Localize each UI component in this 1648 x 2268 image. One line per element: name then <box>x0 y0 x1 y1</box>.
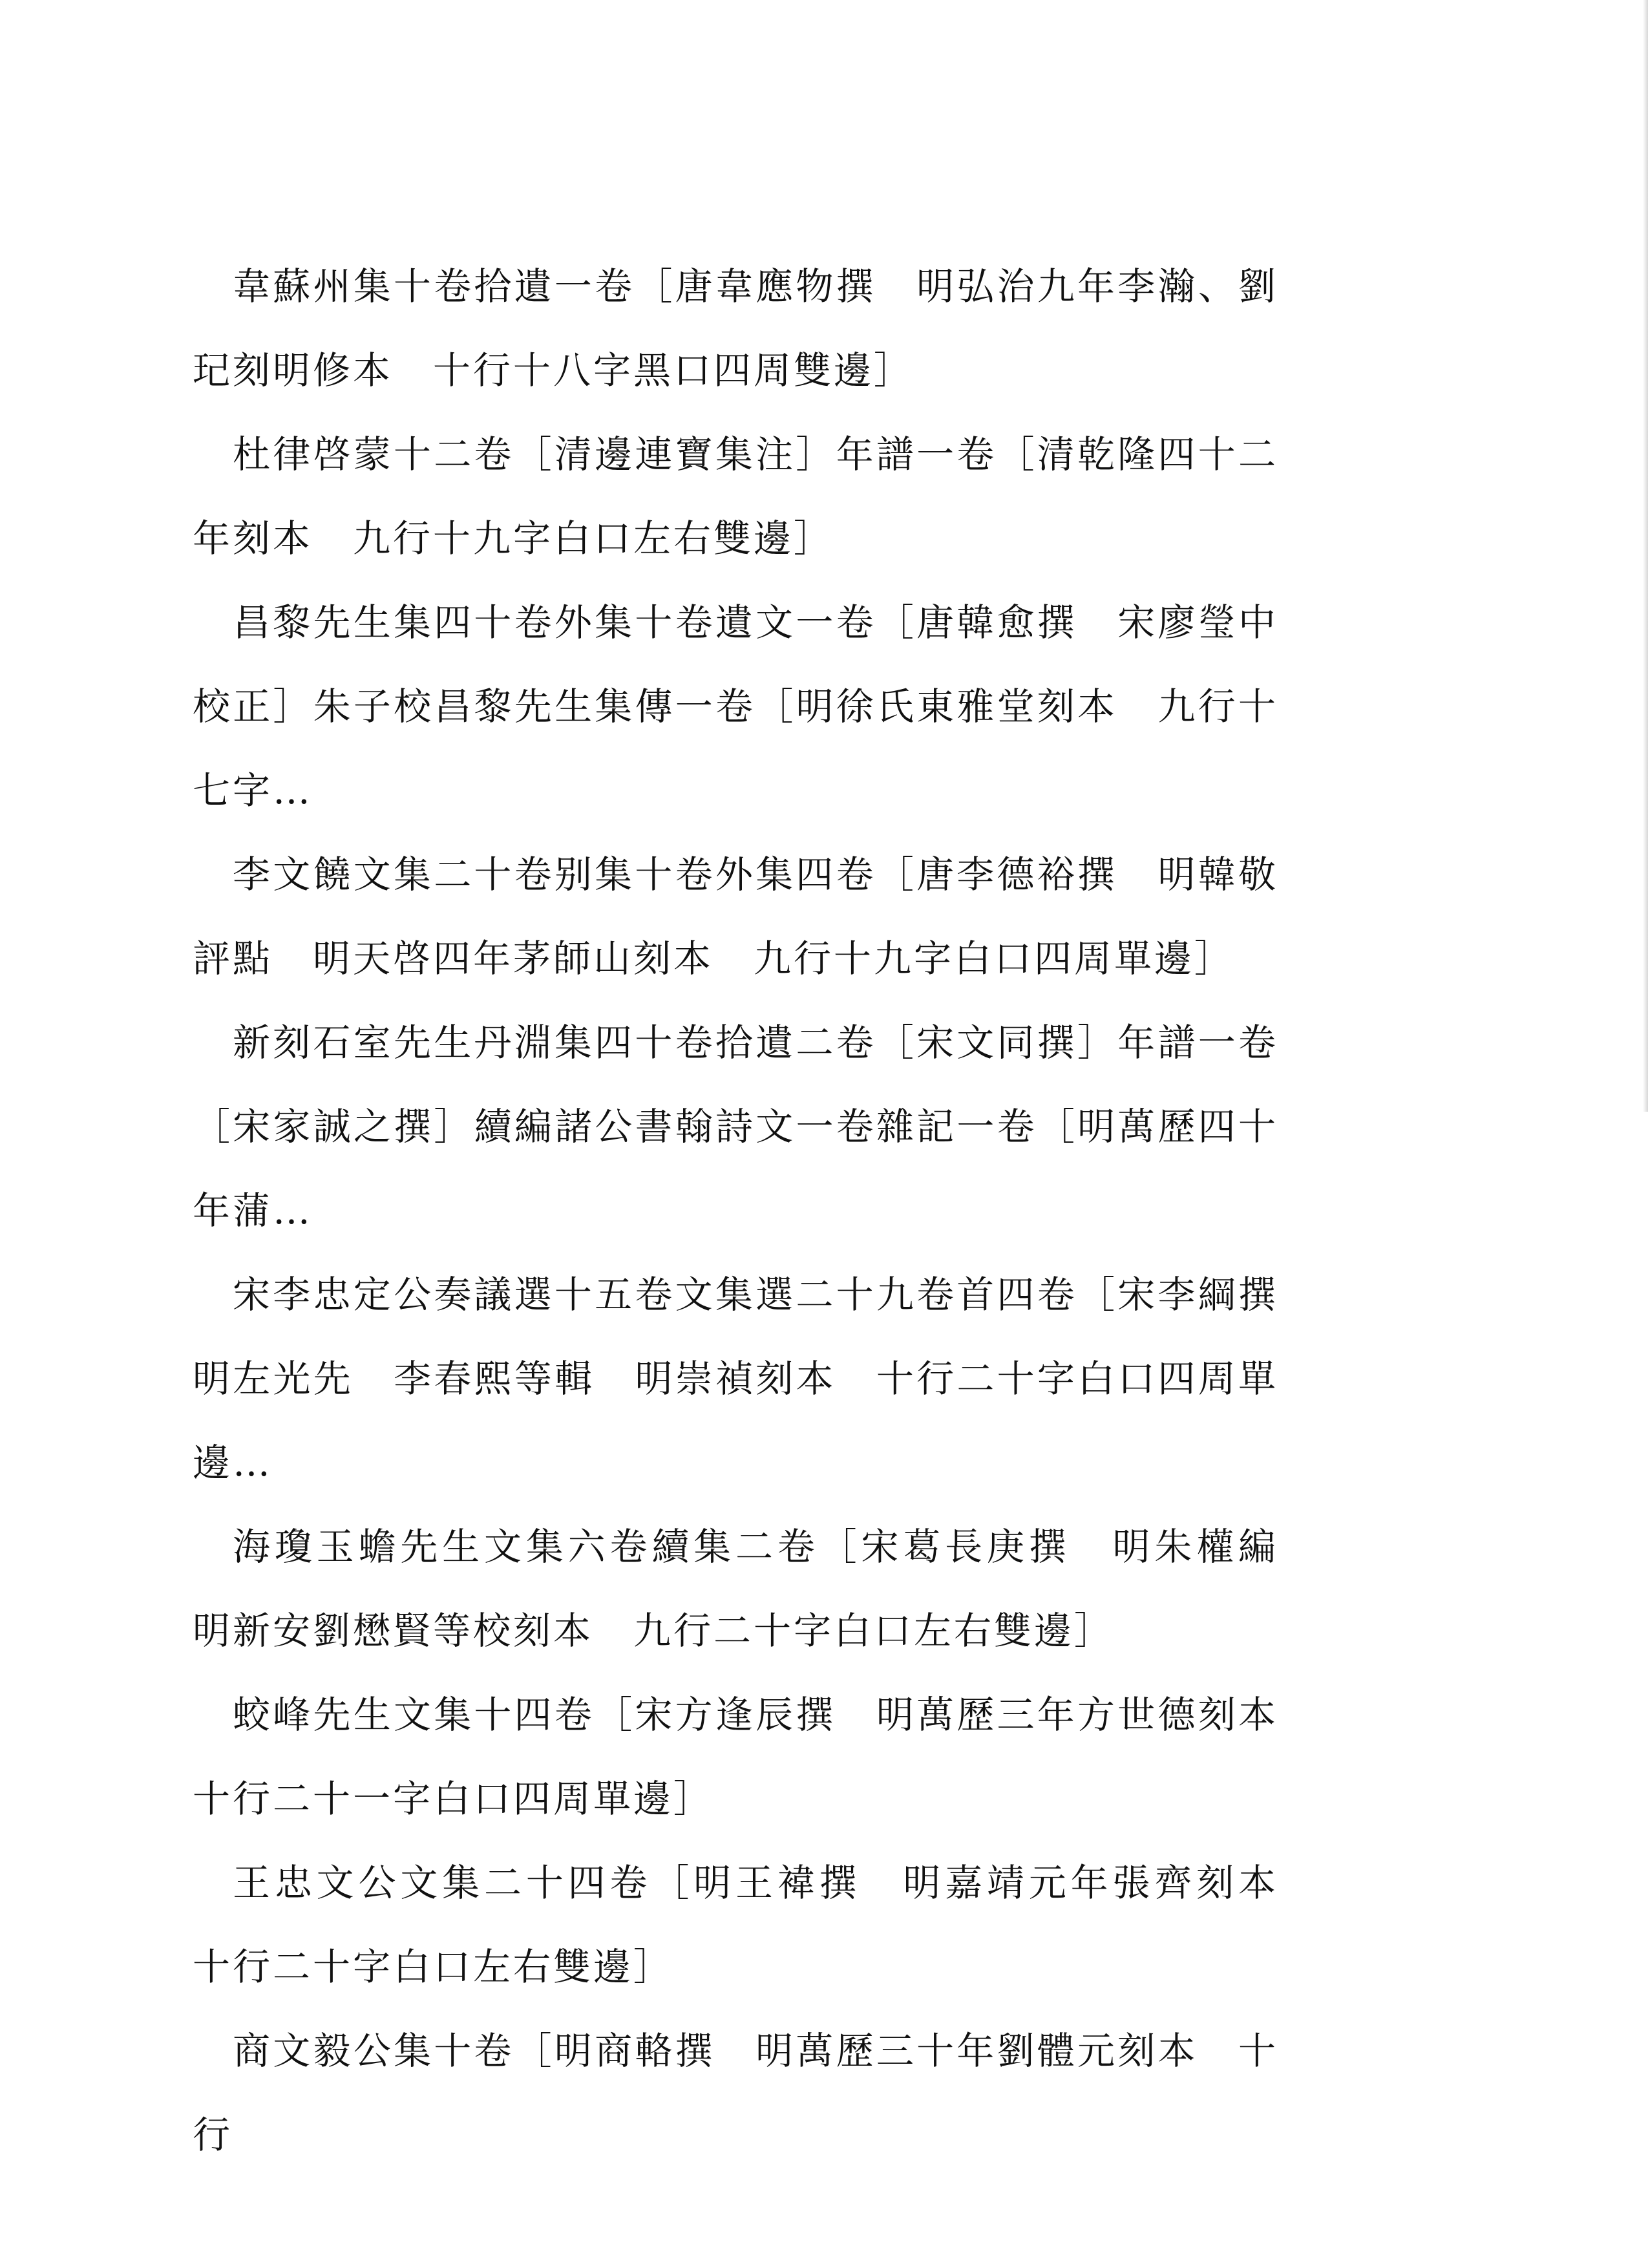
catalog-entry: 韋蘇州集十卷拾遺一卷［唐韋應物撰 明弘治九年李瀚、劉玘刻明修本 十行十八字黑口四周雙邊］ <box>193 264 1278 392</box>
scan-edge-shadow <box>1643 0 1648 1112</box>
catalog-entry: 商文毅公集十卷［明商輅撰 明萬歷三十年劉體元刻本 十行 <box>193 2029 1278 2157</box>
catalog-entry: 新刻石室先生丹淵集四十卷拾遺二卷［宋文同撰］年譜一卷［宋家誠之撰］續編諸公書翰詩文一卷雜記一卷［明萬歷四十年蒲… <box>193 1021 1278 1233</box>
catalog-text-block <box>193 244 1319 2177</box>
catalog-entry: 杜律啓蒙十二卷［清邊連寶集注］年譜一卷［清乾隆四十二年刻本 九行十九字白口左右雙邊］ <box>193 432 1278 560</box>
catalog-entry: 海瓊玉蟾先生文集六卷續集二卷［宋葛長庚撰 明朱權編 明新安劉懋賢等校刻本 九行二十字白口左右雙邊］ <box>193 1525 1319 1653</box>
catalog-entry: 昌黎先生集四十卷外集十卷遺文一卷［唐韓愈撰 宋廖瑩中校正］朱子校昌黎先生集傳一卷［明徐氏東雅堂刻本 九行十七字… <box>193 600 1278 812</box>
catalog-entry: 李文饒文集二十卷别集十卷外集四卷［唐李德裕撰 明韓敬評點 明天啓四年茅師山刻本 九行十九字白口四周單邊］ <box>193 853 1278 980</box>
catalog-entry: 王忠文公文集二十四卷［明王褘撰 明嘉靖元年張齊刻本 十行二十字白口左右雙邊］ <box>193 1861 1319 1989</box>
catalog-entry: 宋李忠定公奏議選十五卷文集選二十九卷首四卷［宋李綱撰 明左光先 李春熙等輯 明崇禎刻本 十行二十字白口四周單邊… <box>193 1273 1319 1485</box>
catalog-entry: 蛟峰先生文集十四卷［宋方逢辰撰 明萬歷三年方世德刻本 十行二十一字白口四周單邊］ <box>193 1693 1319 1821</box>
